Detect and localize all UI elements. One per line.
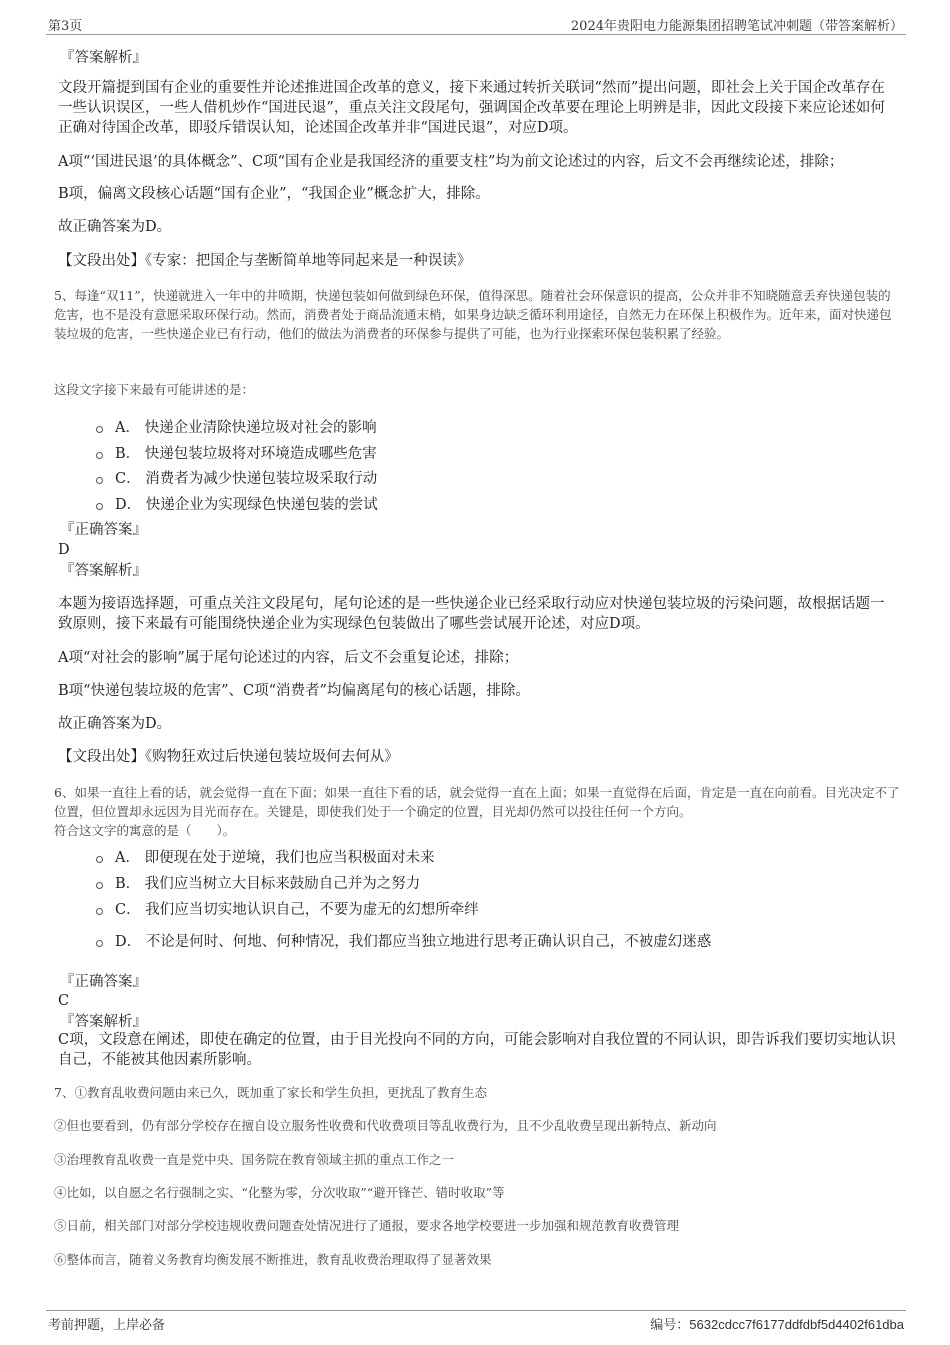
q7-item-2: ②但也要看到，仍有部分学校存在擅自设立服务性收费和代收费项目等乱收费行为，且不少乱收费呈现出新特点、新动向 xyxy=(54,1118,717,1133)
q5-analysis-p1: 本题为接语选择题，可重点关注文段尾句，尾句论述的是一些快递企业已经采取行动应对快递包装垃圾的污染问题，故根据话题一致原则，接下来最有可能围绕快递企业为实现绿色包装做出了哪些尝试展开论述，对应D项。 xyxy=(58,596,885,632)
radio-icon[interactable] xyxy=(96,452,103,459)
q5-option-b[interactable]: B． 快递包装垃圾将对环境造成哪些危害 xyxy=(96,442,377,463)
radio-icon[interactable] xyxy=(96,477,103,484)
q6-analysis-label: 『答案解析』 xyxy=(60,1014,147,1030)
q6-analysis-p1: C项，文段意在阐述，即使在确定的位置，由于目光投向不同的方向，可能会影响对自我位置的不同认识，即告诉我们要切实地认识自己，不能被其他因素所影响。 xyxy=(58,1032,896,1068)
q6-answer-label: 『正确答案』 xyxy=(60,974,147,990)
q6-stem: 6、如果一直往上看的话，就会觉得一直在下面；如果一直往下看的话，就会觉得一直在上面；如果一直觉得在后面，肯定是一直在向前看。目光决定不了位置，但位置却永远因为目光而存在。关键是，即使我们处于一个确定的位置，目光却仍然可以投往任何一个方向。 xyxy=(54,785,900,819)
q5-option-d[interactable]: D． 快递企业为实现绿色快递包装的尝试 xyxy=(96,493,378,514)
radio-icon[interactable] xyxy=(96,940,103,947)
q7-item-5: ⑤日前，相关部门对部分学校违规收费问题查处情况进行了通报，要求各地学校要进一步加强和规范教育收费管理 xyxy=(54,1218,680,1233)
footer-slogan: 考前押题，上岸必备 xyxy=(48,1318,166,1333)
q4-analysis-p4: 故正确答案为D。 xyxy=(58,219,172,235)
q5-analysis-p3: B项“快递包装垃圾的危害”、C项“消费者”均偏离尾句的核心话题，排除。 xyxy=(58,683,530,699)
q5-answer-label: 『正确答案』 xyxy=(60,522,147,538)
footer-doc-id: 编号：5632cdcc7f6177ddfdbf5d4402f61dba xyxy=(650,1317,904,1332)
radio-icon[interactable] xyxy=(96,882,103,889)
q6-question: 符合这文字的寓意的是（ ）。 xyxy=(54,823,236,838)
q6-option-d[interactable]: D． 不论是何时、何地、何种情况，我们都应当独立地进行思考正确认识自己，不被虚幻迷惑 xyxy=(96,930,711,951)
q4-analysis-p3: B项，偏离文段核心话题“国有企业”，“我国企业”概念扩大，排除。 xyxy=(58,186,490,202)
q6-option-a[interactable]: A． 即便现在处于逆境，我们也应当积极面对未来 xyxy=(96,846,435,867)
q5-analysis-p4: 故正确答案为D。 xyxy=(58,716,172,732)
radio-icon[interactable] xyxy=(96,426,103,433)
q6-option-b[interactable]: B． 我们应当树立大目标来鼓励自己并为之努力 xyxy=(96,872,420,893)
q6-answer: C xyxy=(58,993,70,1009)
q4-analysis-p2: A项“‘国进民退’的具体概念”、C项“国有企业是我国经济的重要支柱”均为前文论述过的内容，后文不会再继续论述，排除； xyxy=(58,154,844,170)
footer-rule xyxy=(46,1310,906,1311)
q5-source: 【文段出处】《购物狂欢过后快递包装垃圾何去何从》 xyxy=(58,749,399,765)
q5-analysis-label: 『答案解析』 xyxy=(60,563,147,579)
document-title: 2024年贵阳电力能源集团招聘笔试冲刺题（带答案解析） xyxy=(570,19,903,34)
q5-option-a[interactable]: A． 快递企业清除快递垃圾对社会的影响 xyxy=(96,416,377,437)
q4-analysis-p1: 文段开篇提到国有企业的重要性并论述推进国企改革的意义，接下来通过转折关联词“然而”提出问题，即社会上关于国企改革存在一些认识误区，一些人借机炒作“国进民退”，重点关注文段尾句，强调国企改革要在理论上明辨是非，因此文段接下来应论述如何正确对待国企改革，即驳斥错误认知，论述国企改革并非“国进民退”，对应D项。 xyxy=(58,80,885,136)
q7-item-3: ③治理教育乱收费一直是党中央、国务院在教育领域主抓的重点工作之一 xyxy=(54,1152,455,1167)
header-rule xyxy=(46,34,906,35)
q5-stem: 5、每逢“双11”，快递就进入一年中的井喷期，快递包装如何做到绿色环保，值得深思。随着社会环保意识的提高，公众并非不知晓随意丢弃快递包装的危害，也不是没有意愿采取环保行动。然而，消费者处于商品流通末梢，如果身边缺乏循环利用途径，自然无力在环保上积极作为。近年来，面对快递包装垃圾的危害，一些快递企业已有行动，他们的做法为消费者的环保参与提供了可能，也为行业探索环保包装积累了经验。 xyxy=(54,288,892,341)
q4-analysis-label: 『答案解析』 xyxy=(60,50,147,66)
q5-analysis-p2: A项“对社会的影响”属于尾句论述过的内容，后文不会重复论述，排除； xyxy=(58,650,519,666)
page-number: 第3页 xyxy=(48,19,83,34)
q5-option-c[interactable]: C． 消费者为减少快递包装垃圾采取行动 xyxy=(96,467,377,488)
radio-icon[interactable] xyxy=(96,908,103,915)
radio-icon[interactable] xyxy=(96,856,103,863)
radio-icon[interactable] xyxy=(96,503,103,510)
q4-source: 【文段出处】《专家：把国企与垄断简单地等同起来是一种误读》 xyxy=(58,253,472,269)
q7-item-4: ④比如，以自愿之名行强制之实、“化整为零，分次收取”“避开锋芒、错时收取”等 xyxy=(54,1185,505,1200)
q5-answer: D xyxy=(58,542,70,558)
q6-option-c[interactable]: C． 我们应当切实地认识自己，不要为虚无的幻想所牵绊 xyxy=(96,898,479,919)
q7-item-1: 7、①教育乱收费问题由来已久，既加重了家长和学生负担，更扰乱了教育生态 xyxy=(54,1085,487,1100)
q7-item-6: ⑥整体而言，随着义务教育均衡发展不断推进，教育乱收费治理取得了显著效果 xyxy=(54,1252,492,1267)
q5-question: 这段文字接下来最有可能讲述的是： xyxy=(54,382,255,397)
